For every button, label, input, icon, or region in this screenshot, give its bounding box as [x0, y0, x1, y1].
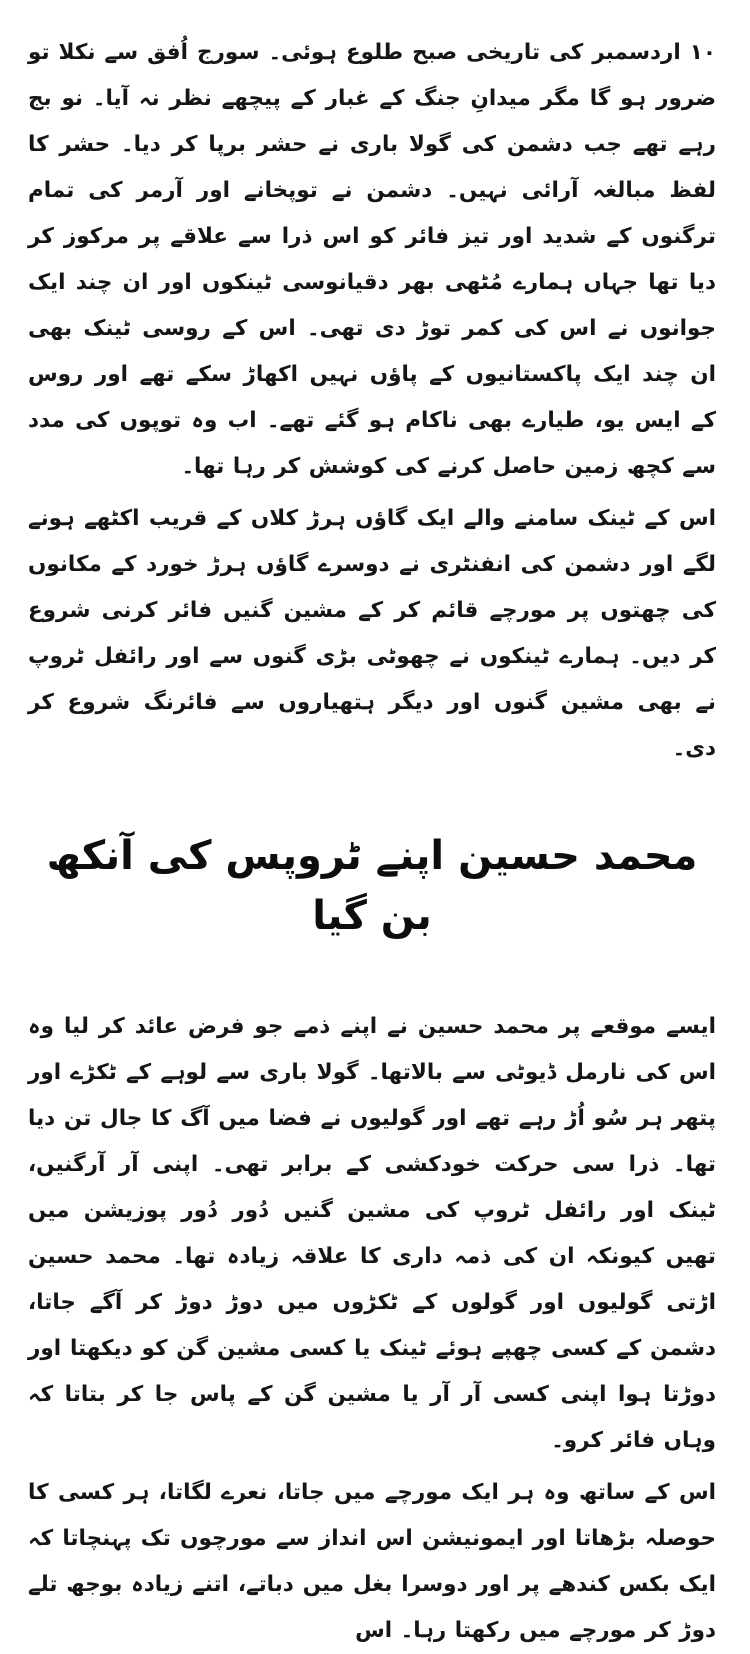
paragraph-ammunition: اس کے ساتھ وہ ہر ایک مورچے میں جاتا، نعرے لگاتا، ہر کسی کا حوصلہ بڑھاتا اور ایمونیشن اس انداز سے مورچوں تک پہنچاتا کہ ایک بکس کندھے پر اور دوسرا بغل میں دباتے، اتنے زیادہ بوجھ تلے دوڑ کر مورچے میں رکھتا رہا۔ اس: [28, 1480, 716, 1643]
paragraph-muhammad-hussain-duty: ایسے موقعے پر محمد حسین نے اپنے ذمے جو فرض عائد کر لیا وہ اس کی نارمل ڈیوٹی سے بالاتھا۔ گولا باری سے لوہے کے ٹکڑے اور پتھر ہر سُو اُڑ رہے تھے اور گولیوں نے فضا میں آگ کا جال تن دیا تھا۔ ذرا سی حرکت خودکشی کے برابر تھی۔ اپنی آر آرگنیں، ٹینک اور رائفل ٹروپ کی مشین گنیں دُور دُور پوزیشن میں تھیں کیونکہ ان کی ذمہ داری کا علاقہ زیادہ تھا۔ محمد حسین اڑتی گولیوں اور گولوں کے ٹکڑوں میں دوڑ دوڑ کر آگے جاتا، دشمن کے کسی چھپے ہوئے ٹینک یا کسی مشین گن کو دیکھتا اور دوڑتا ہوا اپنی کسی آر آر یا مشین گن کے پاس جا کر بتاتا کہ وہاں فائر کرو۔: [28, 1014, 716, 1453]
paragraph-battle-morning: ۱۰ اردسمبر کی تاریخی صبح طلوع ہوئی۔ سورج اُفق سے نکلا تو ضرور ہو گا مگر میدانِ جنگ کے غبار کے پیچھے نظر نہ آیا۔ نو بج رہے تھے جب دشمن کی گولا باری نے حشر برپا کر دیا۔ حشر کا لفظ مبالغہ آرائی نہیں۔ دشمن نے توپخانے اور آرمر کی تمام ترگنوں کے شدید اور تیز فائر کو اس ذرا سے علاقے پر مرکوز کر دیا تھا جہاں ہمارے مُٹھی بھر دقیانوسی ٹینکوں اور ان چند ایک جوانوں نے اس کی کمر توڑ دی تھی۔ اس کے روسی ٹینک بھی ان چند ایک پاکستانیوں کے پاؤں نہیں اکھاڑ سکے تھے اور روس کے ایس یو، طیارے بھی ناکام ہو گئے تھے۔ اب وہ توپوں کی مدد سے کچھ زمین حاصل کرنے کی کوشش کر رہا تھا۔: [28, 40, 716, 479]
section-heading: محمد حسین اپنے ٹروپس کی آنکھ بن گیا: [46, 833, 698, 939]
paragraph-tanks-village: اس کے ٹینک سامنے والے ایک گاؤں ہرڑ کلاں کے قریب اکٹھے ہونے لگے اور دشمن کی انفنٹری نے دوسرے گاؤں ہرڑ خورد کے مکانوں کی چھتوں پر مورچے قائم کر کے مشین گنیں فائر کرنی شروع کر دیں۔ ہمارے ٹینکوں نے چھوٹی بڑی گنوں سے اور رائفل ٹروپ نے بھی مشین گنوں اور دیگر ہتھیاروں سے فائرنگ شروع کر دی۔: [28, 506, 716, 761]
